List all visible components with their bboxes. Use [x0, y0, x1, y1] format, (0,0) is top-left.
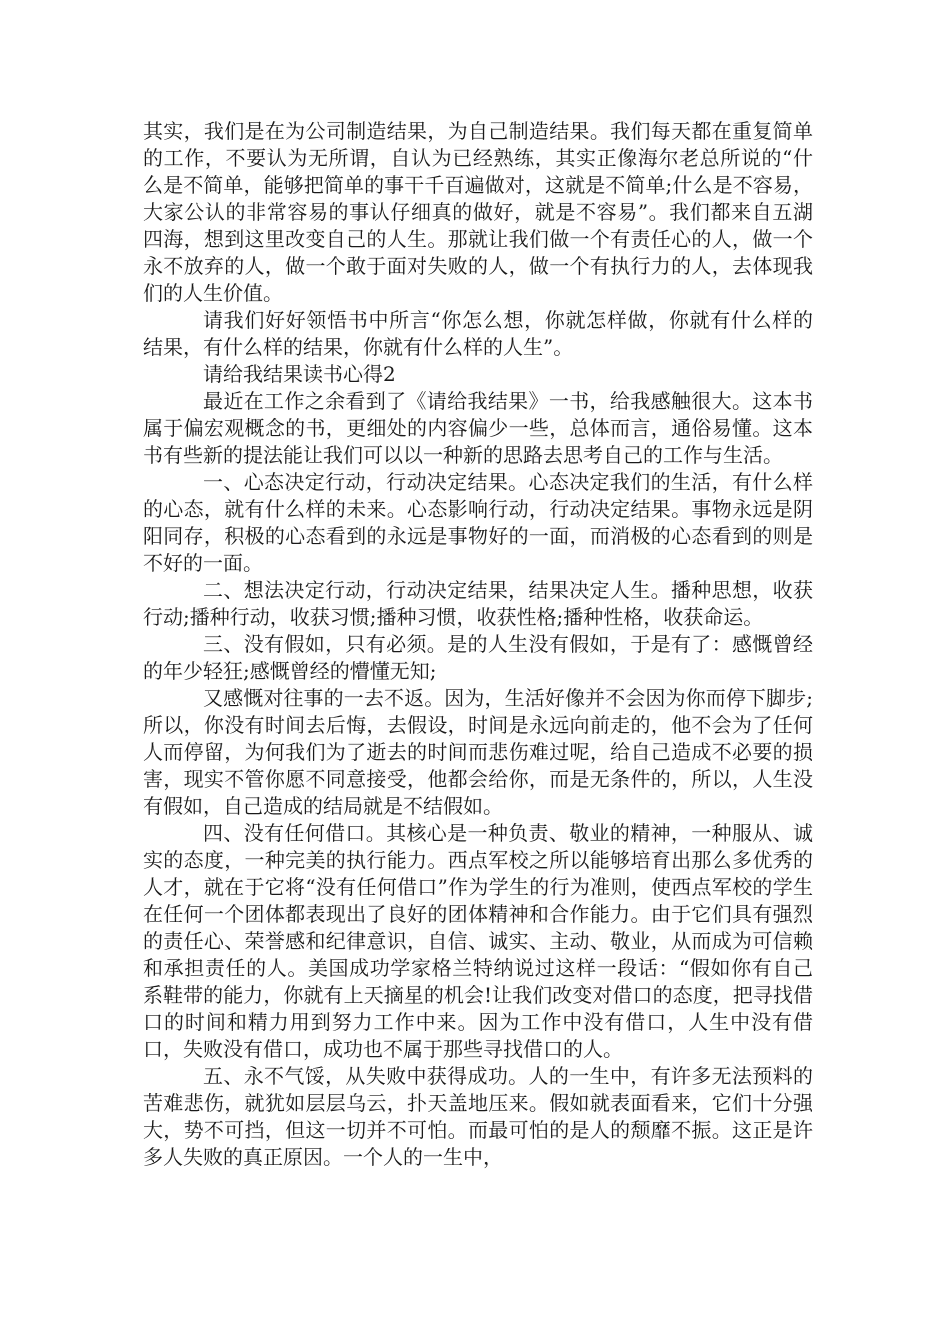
paragraph-point-3: 三、没有假如，只有必须。是的人生没有假如，于是有了：感慨曾经的年少轻狂;感慨曾经的懵懂无知;: [143, 632, 813, 683]
paragraph-point-5: 五、永不气馁，从失败中获得成功。人的一生中，有许多无法预料的苦难悲伤，就犹如层层乌云，扑天盖地压来。假如就表面看来，它们十分强大，势不可挡，但这一切并不可怕。而最可怕的是人的颓靡不振。这正是许多人失败的真正原因。一个人的一生中，: [143, 1064, 813, 1169]
paragraph-2: 请我们好好领悟书中所言“你怎么想，你就怎样做，你就有什么样的结果，有什么样的结果，你就有什么样的人生”。: [143, 308, 813, 359]
paragraph-point-2: 二、想法决定行动，行动决定结果，结果决定人生。播种思想，收获行动;播种行动，收获习惯;播种习惯，收获性格;播种性格，收获命运。: [143, 578, 813, 629]
paragraph-3: 最近在工作之余看到了《请给我结果》一书，给我感触很大。这本书属于偏宏观概念的书，更细处的内容偏少一些，总体而言，通俗易懂。这本书有些新的提法能让我们可以以一种新的思路去思考自己的工作与生活。: [143, 389, 813, 467]
paragraph-point-3-cont: 又感慨对往事的一去不返。因为，生活好像并不会因为你而停下脚步;所以，你没有时间去后悔，去假设，时间是永远向前走的，他不会为了任何人而停留，为何我们为了逝去的时间而悲伤难过呢，给自己造成不必要的损害，现实不管你愿不同意接受，他都会给你，而是无条件的，所以，人生没有假如，自己造成的结局就是不结假如。: [143, 686, 813, 818]
document-page: [143, 118, 813, 1171]
paragraph-point-4: 四、没有任何借口。其核心是一种负责、敬业的精神，一种服从、诚实的态度，一种完美的执行能力。西点军校之所以能够培育出那么多优秀的人才，就在于它将“没有任何借口”作为学生的行为准则，使西点军校的学生在任何一个团体都表现出了良好的团体精神和合作能力。由于它们具有强烈的责任心、荣誉感和纪律意识，自信、诚实、主动、敬业，从而成为可信赖和承担责任的人。美国成功学家格兰特纳说过这样一段话：“假如你有自己系鞋带的能力，你就有上天摘星的机会!让我们改变对借口的态度，把寻找借口的时间和精力用到努力工作中来。因为工作中没有借口，人生中没有借口，失败没有借口，成功也不属于那些寻找借口的人。: [143, 821, 813, 1061]
section-heading: 请给我结果读书心得2: [203, 362, 396, 386]
paragraph-1: 其实，我们是在为公司制造结果，为自己制造结果。我们每天都在重复简单的工作，不要认为无所谓，自认为已经熟练，其实正像海尔老总所说的“什么是不简单，能够把简单的事干千百遍做对，这就是不简单;什么是不容易，大家公认的非常容易的事认仔细真的做好，就是不容易”。我们都来自五湖四海，想到这里改变自己的人生。那就让我们做一个有责任心的人，做一个永不放弃的人，做一个敢于面对失败的人，做一个有执行力的人，去体现我们的人生价值。: [143, 119, 813, 305]
paragraph-point-1: 一、心态决定行动，行动决定结果。心态决定我们的生活，有什么样的心态，就有什么样的未来。心态影响行动，行动决定结果。事物永远是阴阳同存，积极的心态看到的永远是事物好的一面，而消极的心态看到的则是不好的一面。: [143, 470, 813, 575]
